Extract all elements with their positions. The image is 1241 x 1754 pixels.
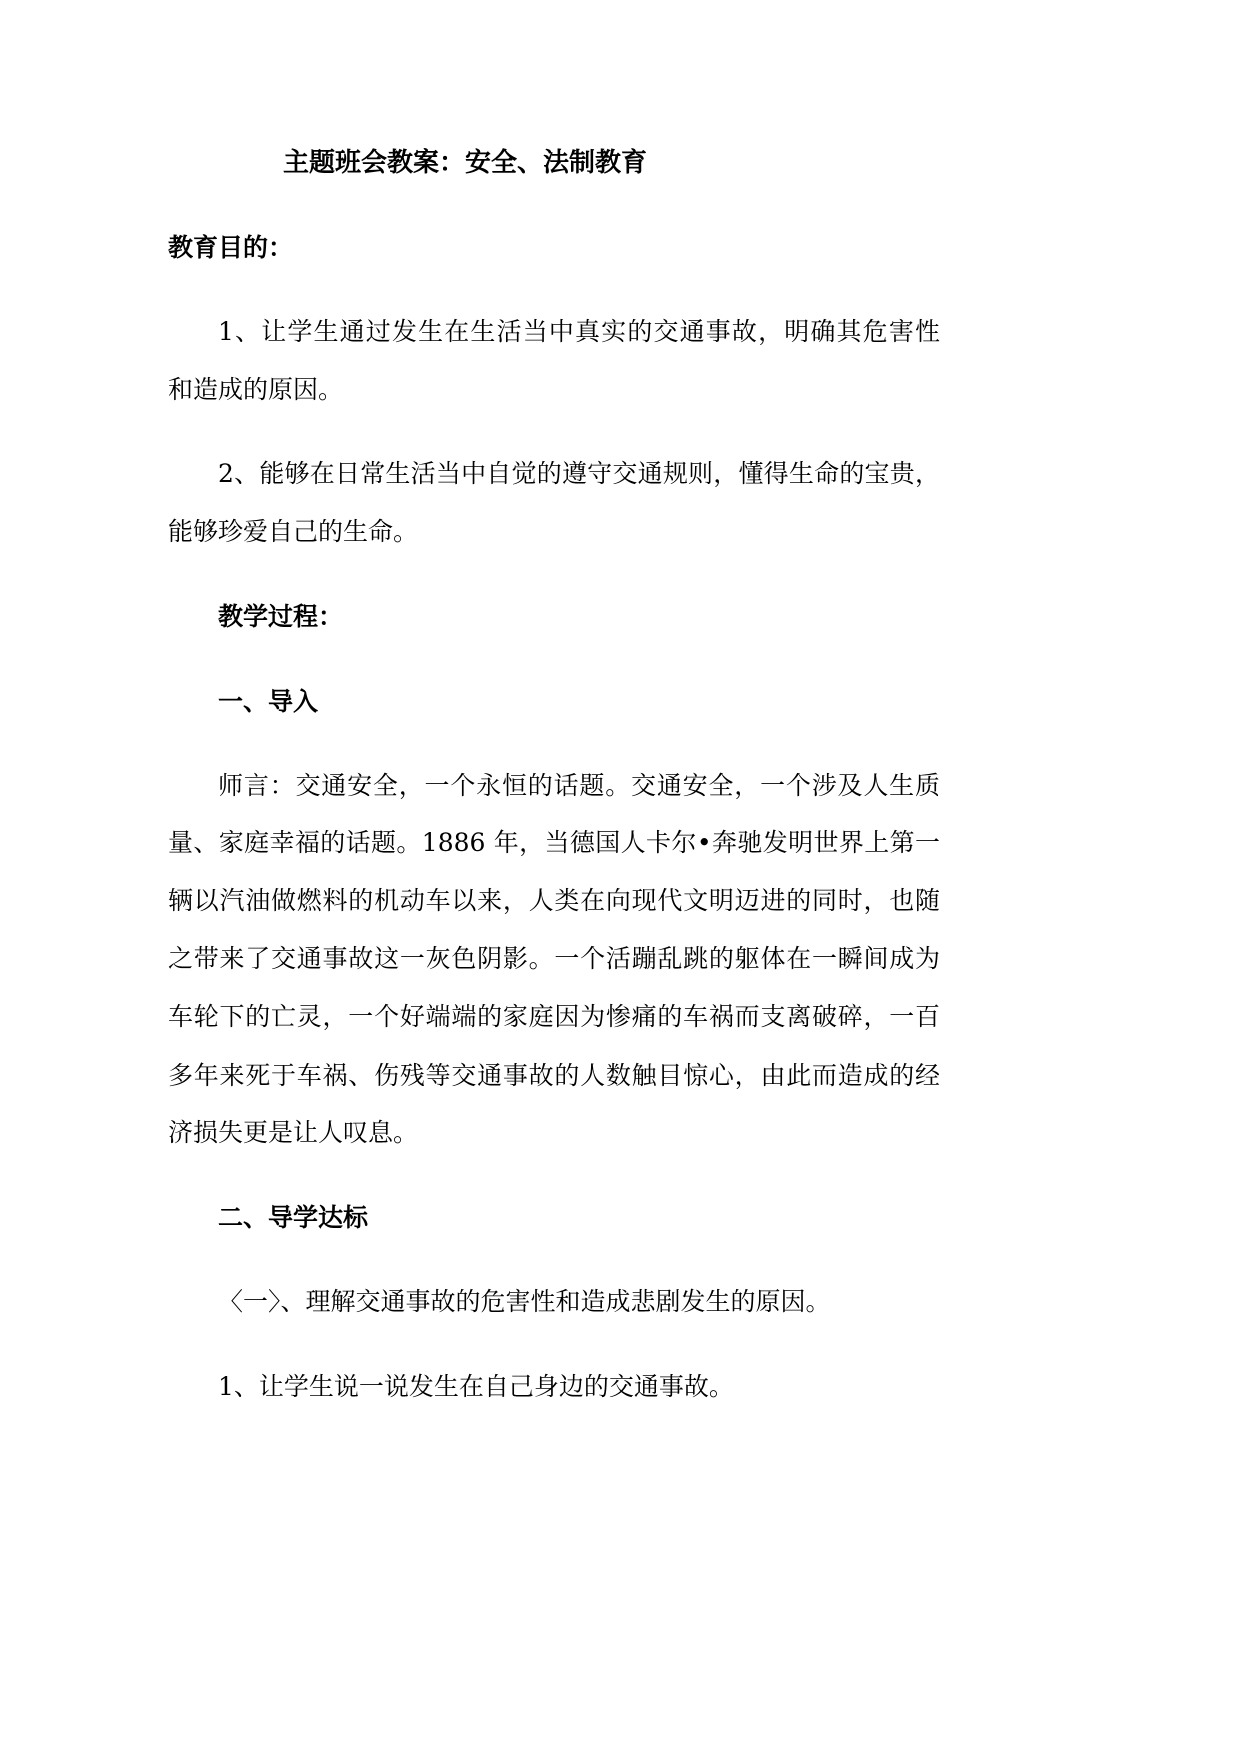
paragraph-line: 之带来了交通事故这一灰色阴影。一个活蹦乱跳的躯体在一瞬间成为 (168, 944, 940, 973)
goals-heading: 教育目的： (168, 233, 294, 262)
paragraph-line: 师言：交通安全，一个永恒的话题。交通安全，一个涉及人生质 (218, 771, 940, 800)
paragraph-line: 辆以汽油做燃料的机动车以来，人类在向现代文明迈进的同时，也随 (168, 886, 940, 915)
document-title: 主题班会教案：安全、法制教育 (283, 148, 648, 178)
paragraph-line: 能够珍爱自己的生命。 (168, 517, 419, 546)
paragraph-line: 多年来死于车祸、伤残等交通事故的人数触目惊心，由此而造成的经 (168, 1061, 940, 1090)
paragraph-line: 2、能够在日常生活当中自觉的遵守交通规则，懂得生命的宝贵， (218, 459, 940, 488)
section-guided-item-1: 1、让学生说一说发生在自己身边的交通事故。 (218, 1372, 734, 1401)
process-heading: 教学过程： (218, 602, 344, 631)
paragraph-line: 1、让学生通过发生在生活当中真实的交通事故，明确其危害性 (218, 317, 940, 346)
section-guided-heading: 二、导学达标 (218, 1203, 369, 1232)
paragraph-line: 济损失更是让人叹息。 (168, 1118, 419, 1147)
paragraph-line: 和造成的原因。 (168, 375, 344, 404)
paragraph-line: 车轮下的亡灵，一个好端端的家庭因为惨痛的车祸而支离破碎，一百 (168, 1002, 940, 1031)
section-intro-heading: 一、导入 (218, 687, 319, 716)
paragraph-line: 量、家庭幸福的话题。1886 年，当德国人卡尔•奔驰发明世界上第一 (168, 828, 940, 857)
section-guided-subheading: 〈一〉、理解交通事故的危害性和造成悲剧发生的原因。 (218, 1287, 831, 1316)
